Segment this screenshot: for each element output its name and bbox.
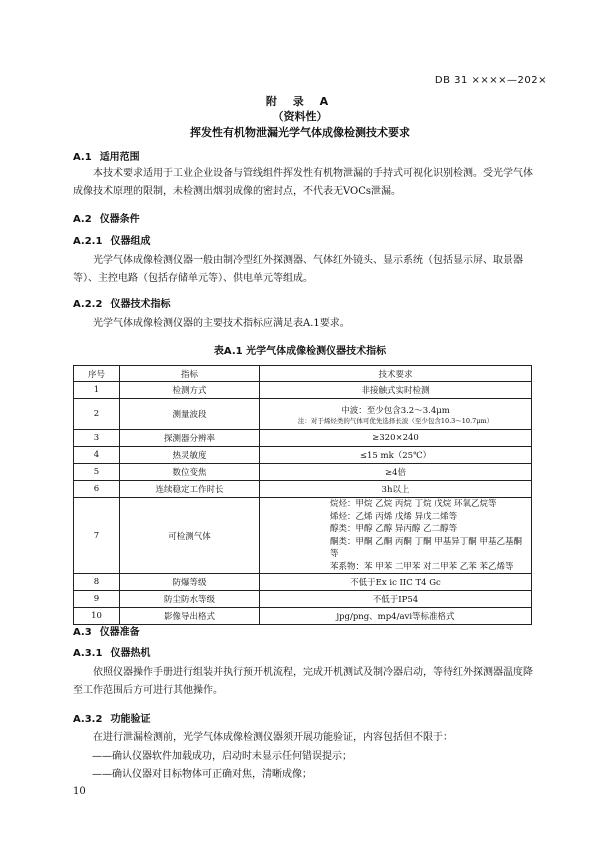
table-row [74, 481, 532, 498]
section-title: 适用范围 [99, 152, 140, 163]
row-number: 2 [74, 399, 120, 430]
row-number: 1 [74, 382, 120, 399]
table-row [74, 447, 532, 464]
section-a1-body: 本技术要求适用于工业企业设备与管线组件挥发性有机物泄漏的手持式可视化识别检测。受光学气体成像技术原理的限制，未检测出烟羽成像的密封点，不代表无VOCs泄漏。 [73, 168, 533, 197]
section-a22-body: 光学气体成像检测仪器的主要技术指标应满足表A.1要求。 [93, 318, 350, 329]
table-row [74, 591, 532, 608]
section-number: A.2.2 [73, 299, 103, 310]
section-title: 仪器准备 [99, 627, 140, 638]
section-title: 仪器技术指标 [110, 299, 171, 310]
row-requirement: 非接触式实时检测 [260, 382, 532, 399]
section-a3-heading [73, 623, 140, 638]
document-code: DB 31 ××××—202× [434, 75, 547, 86]
section-a31-heading [73, 644, 150, 659]
row-item: 数位变焦 [120, 464, 260, 481]
list-item: ——确认仪器软件加载成功，启动时未显示任何错误提示； [92, 751, 352, 762]
section-title: 仪器热机 [110, 648, 151, 659]
row-number: 7 [74, 498, 120, 574]
gas-line: 烯烃：乙烯 丙烯 戊烯 异戊二烯等 [330, 511, 458, 522]
section-title: 仪器条件 [99, 214, 140, 225]
table-row [74, 498, 532, 574]
column-header: 序号 [74, 366, 120, 382]
table-row [74, 399, 532, 430]
column-header: 技术要求 [260, 366, 532, 382]
row-requirement: 3h以上 [260, 481, 532, 498]
section-number: A.3 [73, 627, 92, 638]
section-a32-heading [73, 710, 150, 725]
section-a31-body: 依照仪器操作手册进行组装并执行预开机流程，完成开机测试及制冷器启动，等待红外探测器温度降至工作范围后方可进行其他操作。 [73, 667, 533, 696]
row-requirement: 不低于IP54 [260, 591, 532, 608]
row-item: 可检测气体 [120, 498, 260, 574]
row-number: 5 [74, 464, 120, 481]
appendix-nature: （资料性） [272, 110, 328, 123]
row-number: 9 [74, 591, 120, 608]
section-title: 功能验证 [110, 714, 151, 725]
row-item: 探测器分辨率 [120, 430, 260, 447]
column-header: 指标 [120, 366, 260, 382]
section-title: 仪器组成 [110, 236, 151, 247]
row-item: 防尘防水等级 [120, 591, 260, 608]
requirement-main: 中波：至少包含3.2～3.4μm [341, 405, 450, 416]
row-item: 连续稳定工作时长 [120, 481, 260, 498]
row-item: 防爆等级 [120, 574, 260, 591]
section-a21-heading [73, 232, 150, 247]
gas-line: 烷烃：甲烷 乙烷 丙烷 丁烷 戊烷 环氧乙烷等 [330, 499, 497, 509]
section-a22-heading [73, 295, 170, 310]
row-number: 3 [74, 430, 120, 447]
section-number: A.3.1 [73, 648, 103, 659]
row-requirement: 不低于Ex ic IIC T4 Gc [260, 574, 532, 591]
row-requirement: jpg/png、mp4/avi等标准格式 [260, 608, 532, 625]
row-number: 8 [74, 574, 120, 591]
table-row [74, 430, 532, 447]
row-requirement [260, 498, 532, 574]
row-requirement: ≤15 mk（25℃） [260, 447, 532, 464]
row-requirement [260, 399, 532, 430]
section-a32-body: 在进行泄漏检测前，光学气体成像检测仪器须开展功能验证，内容包括但不限于： [93, 732, 453, 743]
table-header-row [74, 366, 532, 382]
row-item: 影像导出格式 [120, 608, 260, 625]
appendix-title: 附 录 A [265, 95, 335, 108]
requirement-note: 注：对于烯烃类的气体可优先选择长波（至少包含10.3～10.7μm） [297, 416, 494, 425]
row-item: 热灵敏度 [120, 447, 260, 464]
section-number: A.1 [73, 152, 92, 163]
spec-table [73, 365, 532, 625]
section-number: A.2.1 [73, 236, 103, 247]
gas-line: 苯系物：苯 甲苯 二甲苯 对二甲苯 乙苯 苯乙烯等 [330, 561, 514, 572]
list-item: ——确认仪器对目标物体可正确对焦，清晰成像； [92, 769, 312, 780]
table-row [74, 574, 532, 591]
appendix-subject: 挥发性有机物泄漏光学气体成像检测技术要求 [190, 126, 410, 139]
section-a2-heading [73, 210, 140, 225]
page-number: 10 [73, 786, 86, 797]
table-row [74, 382, 532, 399]
row-number: 4 [74, 447, 120, 464]
section-number: A.3.2 [73, 714, 103, 725]
row-item: 检测方式 [120, 382, 260, 399]
row-item: 测量波段 [120, 399, 260, 430]
row-number: 6 [74, 481, 120, 498]
section-number: A.2 [73, 214, 92, 225]
row-number: 10 [74, 608, 120, 625]
row-requirement: ≥320×240 [260, 430, 532, 447]
gas-line: 酮类：甲酮 乙酮 丙酮 丁酮 甲基异丁酮 甲基乙基酮等 [330, 536, 523, 559]
table-row [74, 608, 532, 625]
table-caption: 表A.1 光学气体成像检测仪器技术指标 [213, 346, 387, 357]
section-a1-heading [73, 148, 140, 163]
row-requirement: ≥4倍 [260, 464, 532, 481]
section-a21-body: 光学气体成像检测仪器一般由制冷型红外探测器、气体红外镜头、显示系统（包括显示屏、取景器等）、主控电路（包括存储单元等）、供电单元等组成。 [73, 255, 523, 284]
gas-line: 醇类：甲醇 乙醇 异丙醇 乙二醇等 [330, 524, 458, 534]
table-row [74, 464, 532, 481]
